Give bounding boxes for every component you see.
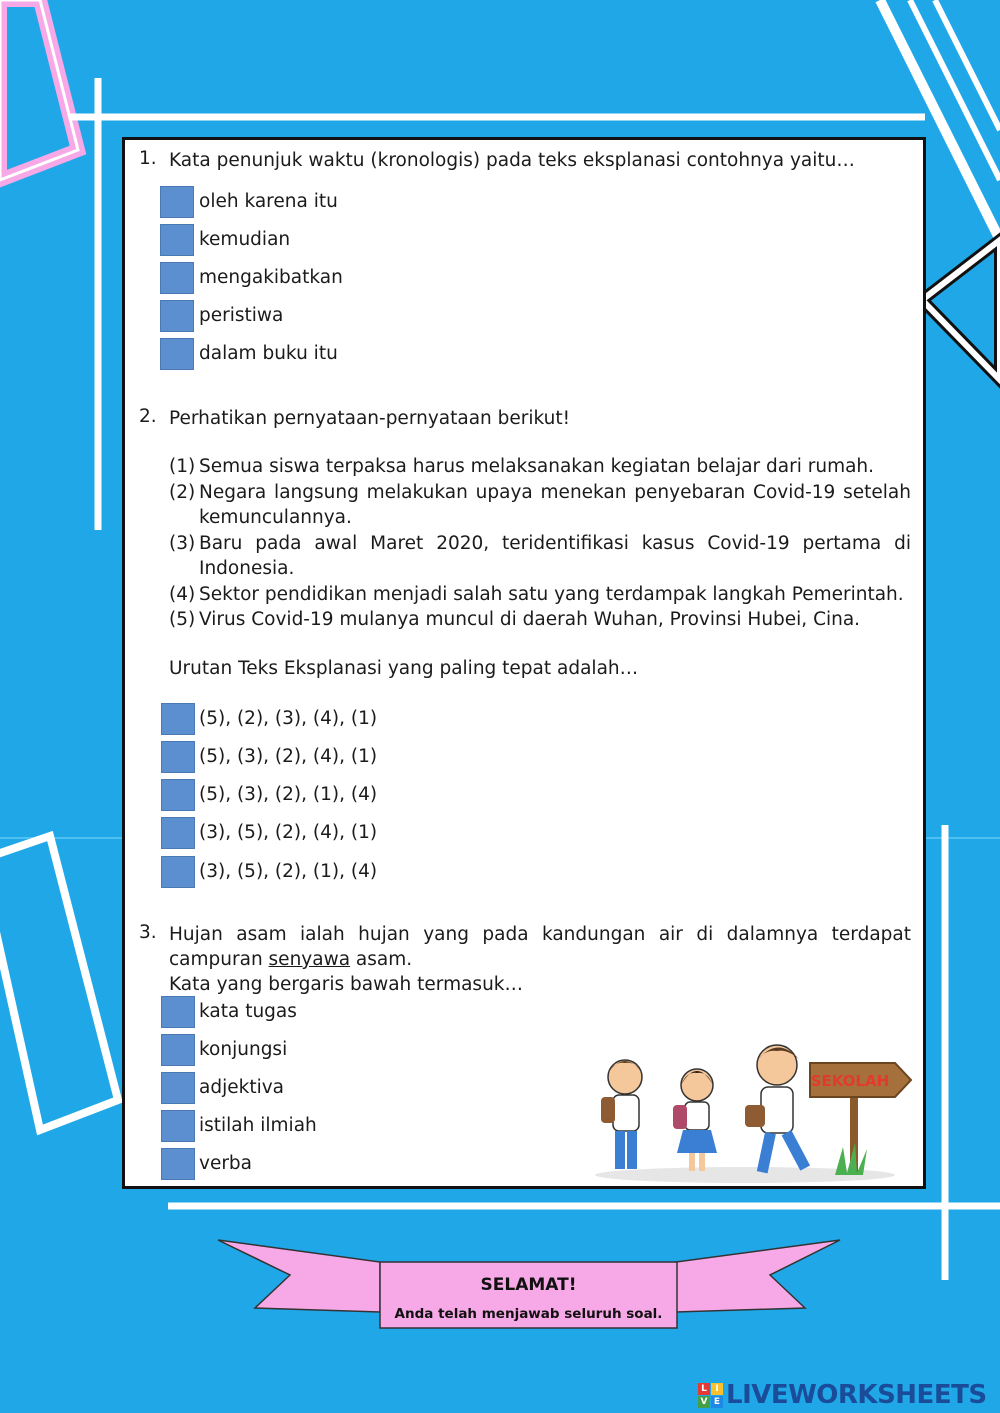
q2-answer-box[interactable] (161, 856, 195, 888)
q1-answer-box[interactable] (160, 224, 194, 256)
q2-statement-text: Virus Covid-19 mulanya muncul di daerah Wuhan, Provinsi Hubei, Cina. (199, 609, 861, 630)
logo-badge-letter: E (711, 1396, 723, 1408)
q3-option-label: kata tugas (199, 1001, 297, 1022)
q2-statement-text: Baru pada awal Maret 2020, teridentifikasi kasus Covid-19 pertama di (199, 533, 911, 554)
q2-statement-number: (5) (169, 609, 196, 630)
q3-line2-pre: campuran (169, 949, 269, 970)
q2-option-label: (5), (3), (2), (1), (4) (199, 784, 378, 805)
q2-question: Perhatikan pernyataan-pernyataan berikut! (169, 408, 571, 429)
q1-option-label: oleh karena itu (199, 191, 338, 212)
school-sign-text: SEKOLAH (810, 1072, 890, 1090)
liveworksheets-logo (698, 1378, 987, 1412)
q3-underlined-word: senyawa (268, 949, 351, 970)
q2-answer-box[interactable] (161, 817, 195, 849)
q2-option-label: (5), (2), (3), (4), (1) (199, 708, 378, 729)
q2-answer-box[interactable] (161, 779, 195, 811)
q2-statement-text-cont: kemunculannya. (199, 507, 352, 528)
q2-statement-text-cont: Indonesia. (199, 558, 295, 579)
banner-left-tail (218, 1240, 380, 1312)
q2-answer-box[interactable] (161, 703, 195, 735)
worksheet-panel (122, 137, 926, 1189)
q2-statement-text: Negara langsung melakukan upaya menekan penyebaran Covid-19 setelah (199, 482, 911, 503)
q1-answer-box[interactable] (160, 300, 194, 332)
q1-answer-box[interactable] (160, 262, 194, 294)
q1-number: 1. (139, 148, 157, 169)
q3-option-label: adjektiva (199, 1077, 284, 1098)
q2-prompt: Urutan Teks Eksplanasi yang paling tepat adalah… (169, 658, 639, 679)
q3-question-line3: Kata yang bergaris bawah termasuk… (169, 974, 524, 995)
q2-option-label: (3), (5), (2), (4), (1) (199, 822, 378, 843)
q1-option-label: peristiwa (199, 305, 284, 326)
q2-option-label: (5), (3), (2), (4), (1) (199, 746, 378, 767)
q3-answer-box[interactable] (161, 996, 195, 1028)
q3-question-line2 (169, 947, 412, 972)
q3-answer-box[interactable] (161, 1034, 195, 1066)
q2-statement-number: (1) (169, 456, 196, 477)
q2-statement-number: (4) (169, 584, 196, 605)
logo-badge-letter: I (711, 1383, 723, 1395)
logo-text: LIVEWORKSHEETS (726, 1380, 987, 1410)
q1-option-label: dalam buku itu (199, 343, 338, 364)
q3-option-label: verba (199, 1153, 253, 1174)
q2-answer-box[interactable] (161, 741, 195, 773)
q1-option-label: kemudian (199, 229, 291, 250)
q2-number: 2. (139, 406, 157, 427)
q3-answer-box[interactable] (161, 1148, 195, 1180)
q2-statement-number: (3) (169, 533, 196, 554)
logo-badge-letter: V (698, 1396, 710, 1408)
q1-option-label: mengakibatkan (199, 267, 343, 288)
banner-right-tail (676, 1240, 840, 1312)
q1-question: Kata penunjuk waktu (kronologis) pada teks eksplanasi contohnya yaitu… (169, 150, 855, 171)
q3-answer-box[interactable] (161, 1110, 195, 1142)
q3-answer-box[interactable] (161, 1072, 195, 1104)
q2-statement-number: (2) (169, 482, 196, 503)
banner-title: SELAMAT! (480, 1275, 577, 1295)
q3-line2-post: asam. (350, 949, 413, 970)
q2-option-label: (3), (5), (2), (1), (4) (199, 861, 378, 882)
q3-option-label: istilah ilmiah (199, 1115, 317, 1136)
q3-option-label: konjungsi (199, 1039, 288, 1060)
q1-answer-box[interactable] (160, 186, 194, 218)
students-going-to-school-illustration (595, 1035, 915, 1185)
banner-subtitle: Anda telah menjawab seluruh soal. (394, 1306, 663, 1322)
q2-statement-text: Sektor pendidikan menjadi salah satu yang terdampak langkah Pemerintah. (199, 584, 904, 605)
q2-statement-text: Semua siswa terpaksa harus melaksanakan kegiatan belajar dari rumah. (199, 456, 875, 477)
q3-number: 3. (139, 922, 157, 943)
q3-question-line1: Hujan asam ialah hujan yang pada kandungan air di dalamnya terdapat (169, 924, 911, 945)
logo-badge-letter: L (698, 1383, 710, 1395)
q1-answer-box[interactable] (160, 338, 194, 370)
logo-badge-icon (698, 1383, 723, 1408)
